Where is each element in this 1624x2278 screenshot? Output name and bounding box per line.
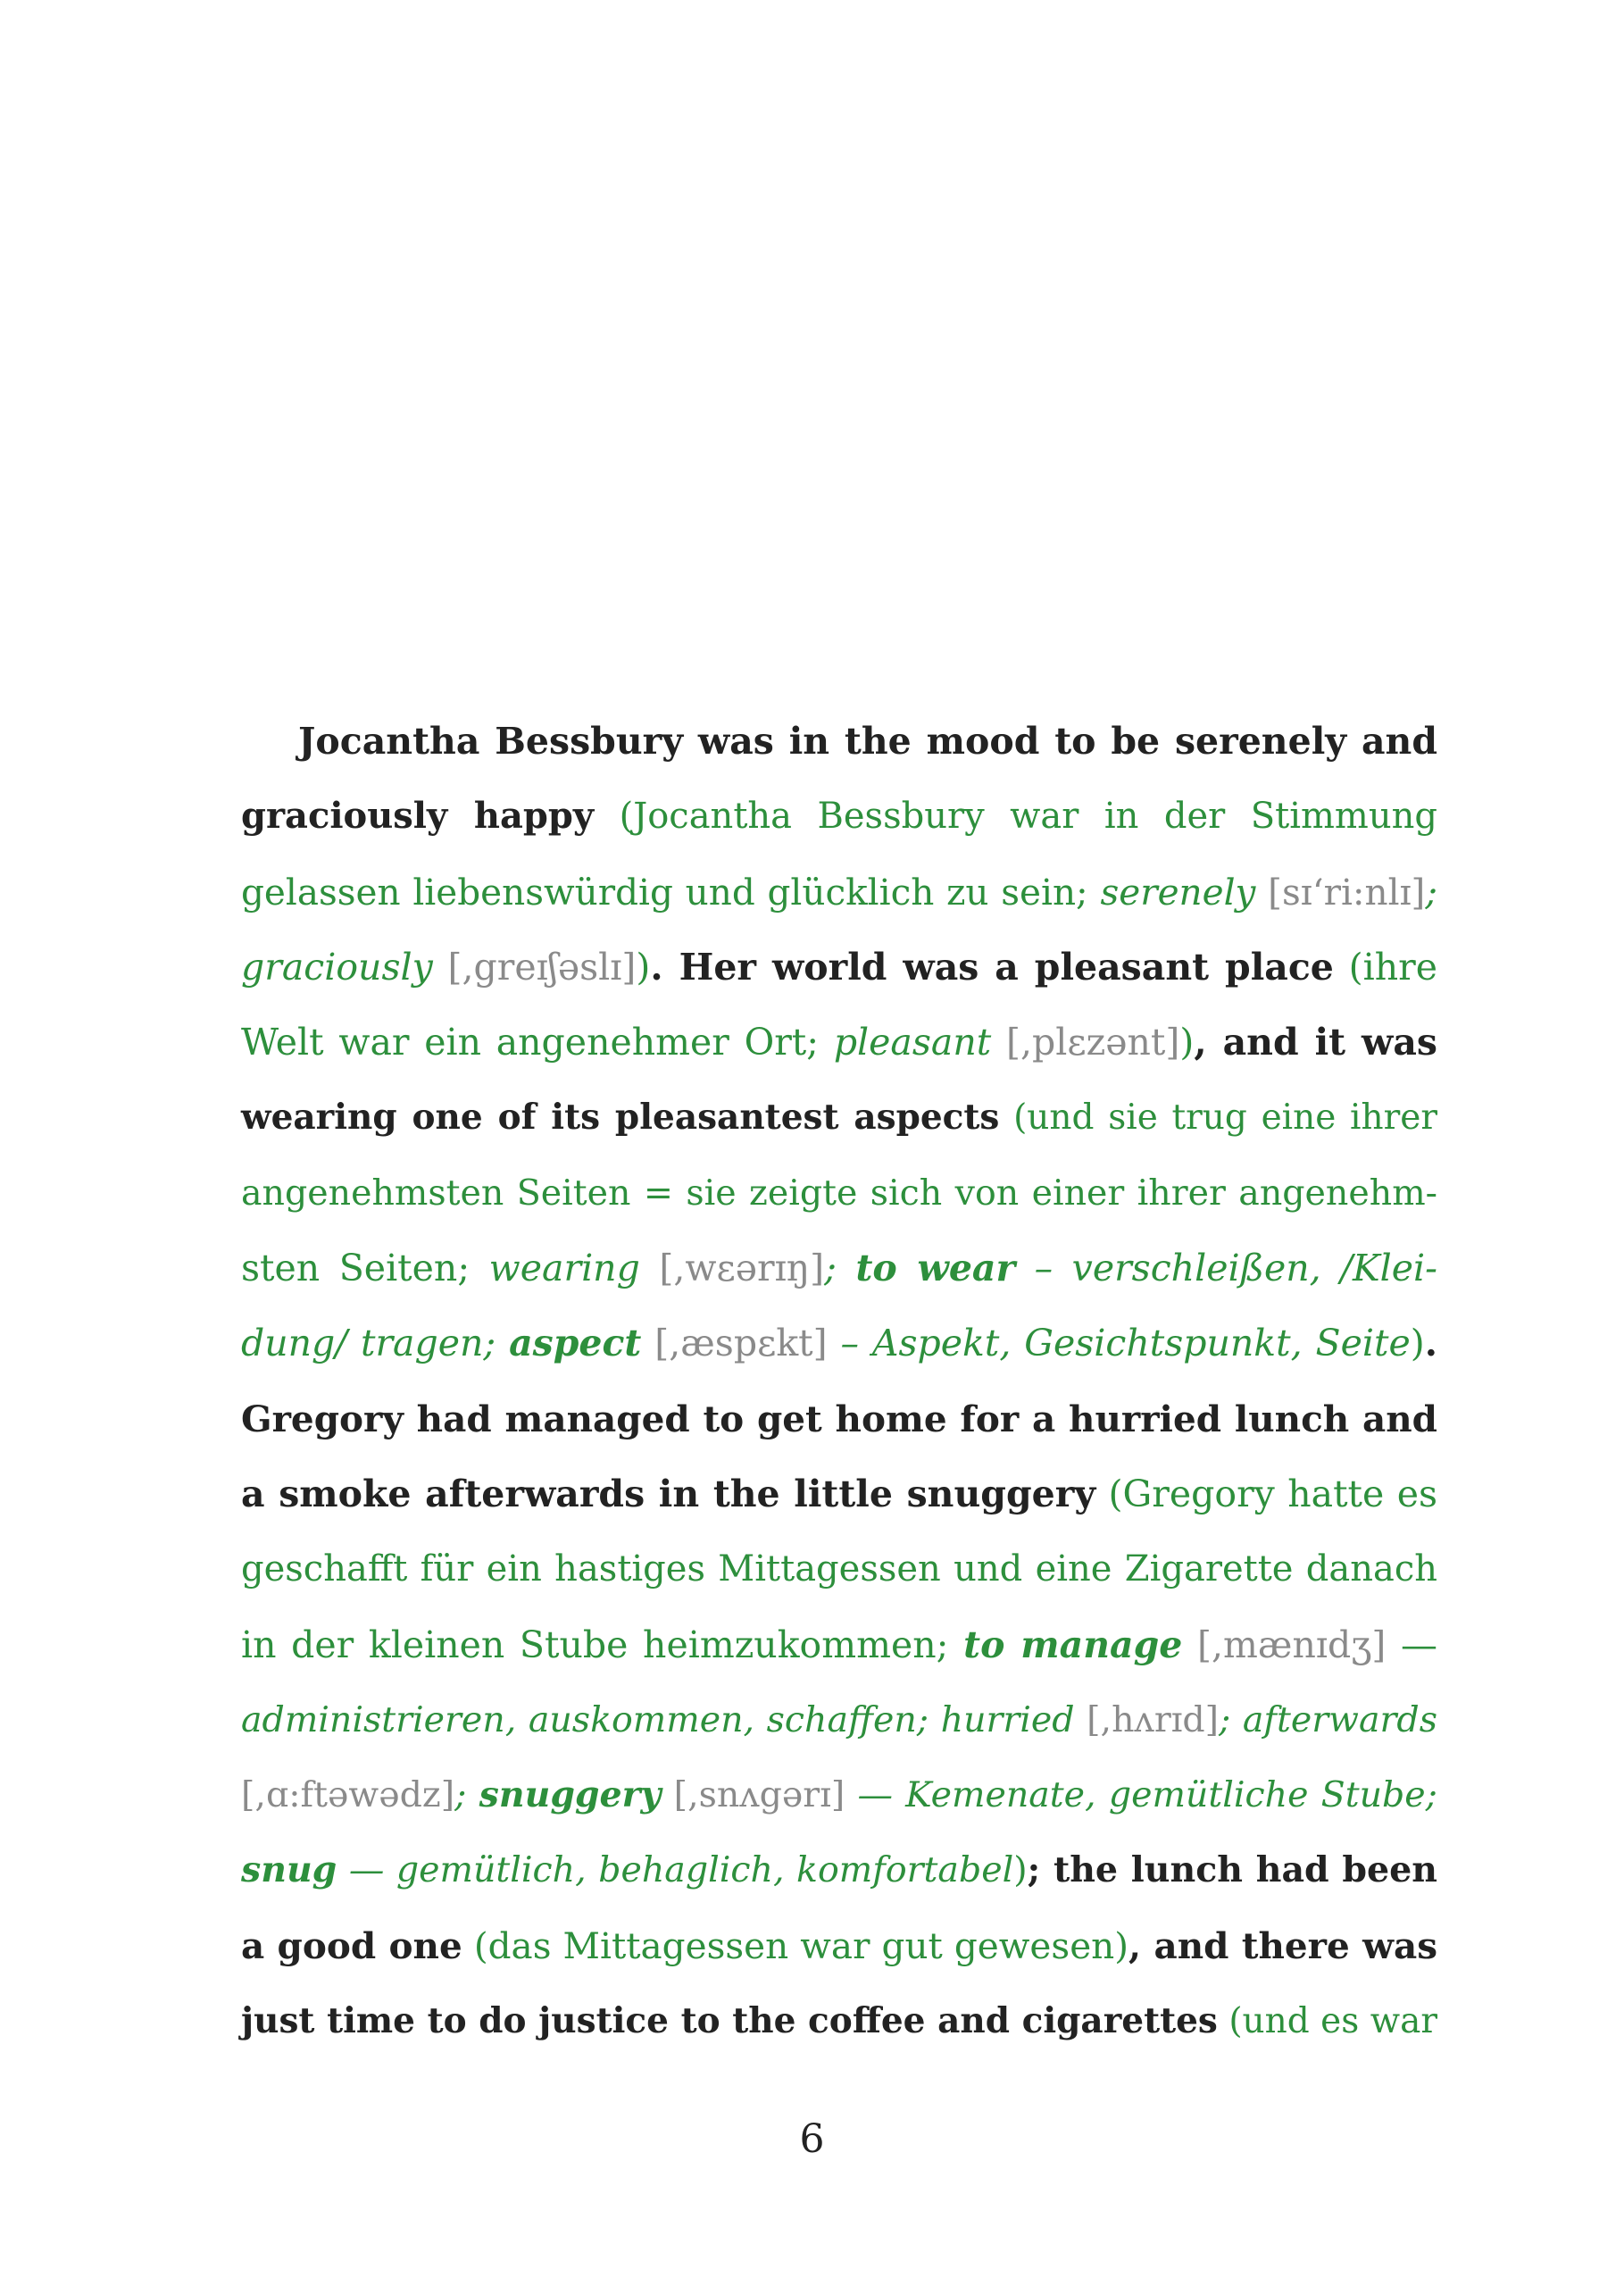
phonetic-transcription: [,hʌrɪd] xyxy=(1074,1698,1220,1740)
text-line xyxy=(241,704,1437,779)
german-translation: (und sie trug eine ihrer xyxy=(999,1097,1437,1139)
phonetic-transcription: [,æspɛkt] xyxy=(641,1322,828,1365)
english-text: just time to do justice to the coffee and cigarettes xyxy=(241,2000,1218,2042)
vocab-note: – Aspekt, Gesichtspunkt, Seite xyxy=(827,1322,1411,1365)
vocab-note: ; xyxy=(1425,870,1437,914)
phonetic-transcription: [,greɪʃəslɪ] xyxy=(432,945,637,989)
text-line xyxy=(241,1908,1437,1983)
german-translation: ) xyxy=(636,945,651,989)
vocab-note: — Kemenate, gemütliche Stube; xyxy=(845,1774,1437,1816)
vocab-note: ; xyxy=(824,1247,856,1290)
german-translation: Welt war ein angenehmer Ort; xyxy=(241,1021,834,1064)
german-translation: sten Seiten; xyxy=(241,1247,489,1290)
text-line xyxy=(241,1005,1437,1080)
text-line xyxy=(241,1757,1437,1832)
text-line xyxy=(241,1607,1437,1682)
english-text: Gregory had managed to get home for a hurried lunch and xyxy=(241,1397,1437,1440)
text-block xyxy=(241,704,1437,2058)
vocab-word: pleasant xyxy=(833,1021,992,1064)
english-text: a smoke afterwards in the little snuggery xyxy=(241,1472,1096,1515)
english-text: wearing one of its pleasantest aspects xyxy=(241,1097,1000,1139)
german-translation: in der kleinen Stube heimzukommen; xyxy=(241,1623,964,1666)
vocab-headword: snuggery xyxy=(479,1774,662,1816)
vocab-headword: snug xyxy=(241,1849,337,1891)
vocab-note: — gemütlich, behaglich, komfortabel xyxy=(337,1849,1014,1891)
english-text: graciously happy xyxy=(241,795,595,838)
text-line xyxy=(241,1682,1437,1757)
phonetic-transcription: [,plɛzənt] xyxy=(991,1021,1180,1064)
vocab-note: – verschleißen, /Klei- xyxy=(1015,1247,1437,1290)
vocab-note: ; xyxy=(454,1774,479,1816)
text-line xyxy=(241,779,1437,854)
phonetic-transcription: [,wɛərɪŋ] xyxy=(639,1247,825,1290)
text-line xyxy=(241,1381,1437,1456)
german-translation: angenehmsten Seiten = sie zeigte sich von einer ihrer angenehm- xyxy=(241,1172,1437,1214)
phonetic-transcription: [,ɑ:ftəwədz] xyxy=(241,1774,455,1816)
phonetic-transcription: [,mænɪdʒ] xyxy=(1182,1623,1387,1666)
german-translation: (das Mittagessen war gut gewesen) xyxy=(462,1923,1129,1967)
vocab-headword: aspect xyxy=(509,1322,642,1365)
vocab-headword: to wear xyxy=(855,1247,1016,1290)
german-translation: (und es war xyxy=(1217,2001,1437,2042)
english-text: . Her world was a pleasant place xyxy=(650,945,1334,989)
vocab-word: serenely xyxy=(1100,870,1256,914)
vocab-note: ; afterwards xyxy=(1219,1698,1437,1740)
vocab-word: wearing xyxy=(488,1247,640,1290)
vocab-note: administrieren, auskommen, schaffen; hurried xyxy=(241,1698,1075,1740)
phonetic-transcription: [sɪ‘ri:nlɪ] xyxy=(1255,870,1426,914)
german-translation: (ihre xyxy=(1333,945,1437,989)
text-line xyxy=(241,930,1437,1005)
german-translation: geschafft für ein hastiges Mittagessen und eine Zigarette danach xyxy=(241,1548,1437,1590)
text-line xyxy=(241,1832,1437,1907)
page-number: 6 xyxy=(799,2116,825,2162)
text-line xyxy=(241,1983,1437,2058)
english-text: a good one xyxy=(241,1923,462,1967)
text-line xyxy=(241,1456,1437,1531)
text-line xyxy=(241,1531,1437,1606)
phonetic-transcription: [,snʌgərɪ] xyxy=(661,1774,845,1816)
english-text: . xyxy=(1424,1322,1437,1365)
english-text: , and it was xyxy=(1194,1021,1437,1064)
german-translation: ) xyxy=(1410,1322,1425,1365)
german-translation: (Gregory hatte es xyxy=(1095,1472,1437,1515)
english-text: Jocantha Bessbury was in the mood to be serenely and xyxy=(298,720,1437,763)
text-line xyxy=(241,1231,1437,1306)
german-translation: ) xyxy=(1013,1849,1028,1891)
vocab-word: graciously xyxy=(241,945,433,989)
text-line xyxy=(241,1080,1437,1155)
german-translation: — xyxy=(1386,1623,1437,1666)
vocab-note: dung/ tragen; xyxy=(241,1322,510,1365)
vocab-headword: to manage xyxy=(963,1623,1183,1666)
text-line xyxy=(241,855,1437,930)
text-line xyxy=(241,1156,1437,1231)
german-translation: (Jocantha Bessbury war in der Stimmung xyxy=(594,796,1437,838)
text-line xyxy=(241,1306,1437,1381)
german-translation: gelassen liebenswürdig und glücklich zu sein; xyxy=(241,870,1101,914)
german-translation: ) xyxy=(1179,1021,1195,1064)
english-text: ; the lunch had been xyxy=(1027,1849,1437,1891)
english-text: , and there was xyxy=(1128,1923,1437,1967)
